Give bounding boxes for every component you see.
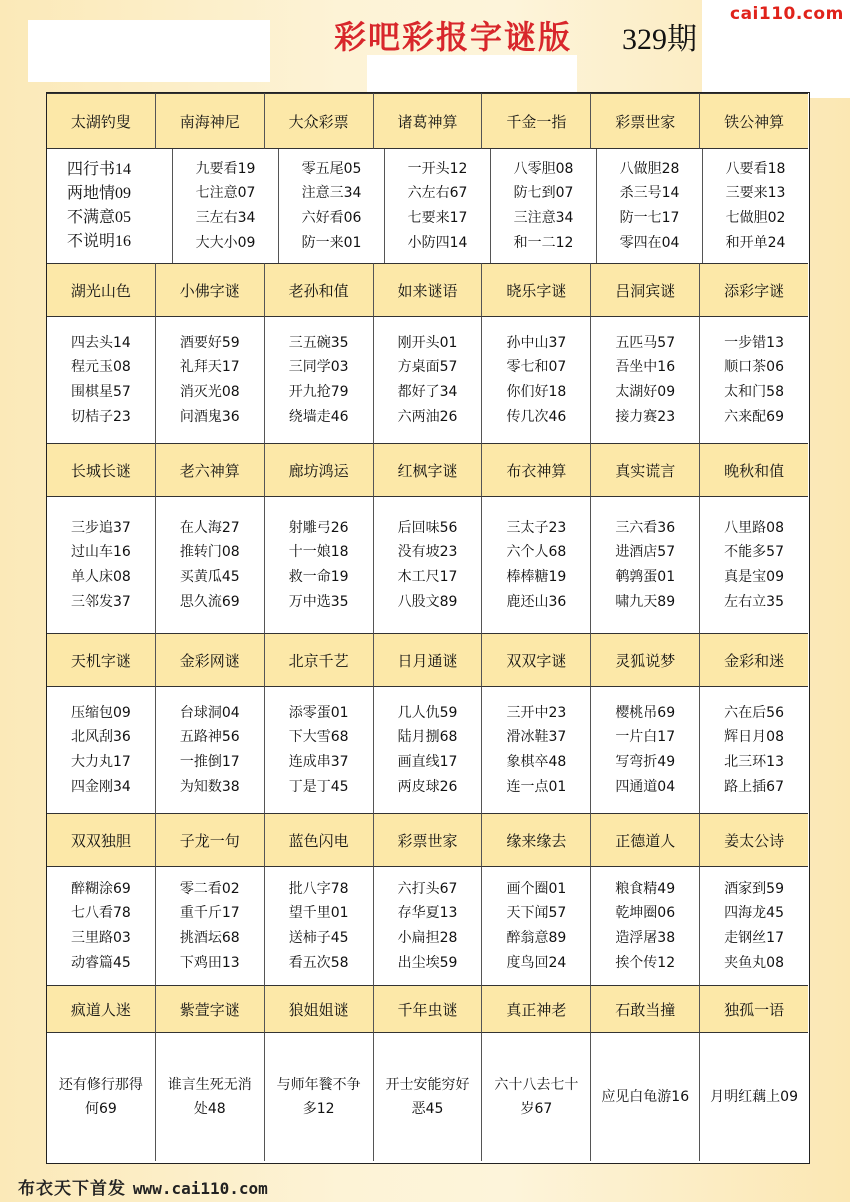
clue-line: 六在后56 <box>724 704 784 721</box>
clue-line: 三邻发37 <box>71 593 131 610</box>
clue-line: 小防四14 <box>407 234 468 251</box>
clue-line: 一开头12 <box>407 160 468 177</box>
column-header: 红枫字谜 <box>374 443 483 497</box>
clue-cell <box>265 317 374 443</box>
clue-line: 真是宝09 <box>724 569 784 585</box>
column-header: 金彩和迷 <box>700 633 808 687</box>
clue-line: 两皮球26 <box>397 778 458 795</box>
clue-cell <box>597 149 703 263</box>
clue-cell <box>374 687 483 813</box>
clue-line: 不能多57 <box>724 544 784 561</box>
clue-cell <box>173 149 279 263</box>
clue-cell <box>374 867 483 985</box>
clue-line: 你们好18 <box>506 384 567 400</box>
clue-cell <box>482 867 591 985</box>
clue-line: 应见白龟游16 <box>601 1089 690 1105</box>
clue-cell <box>265 687 374 813</box>
clue-line: 接力赛23 <box>615 408 676 425</box>
clue-line: 月明红藕上09 <box>710 1089 798 1105</box>
clue-cell <box>265 1033 374 1161</box>
clue-line: 顺口茶06 <box>724 359 784 376</box>
section-body-row <box>47 867 808 985</box>
column-header: 如来谜语 <box>374 263 483 317</box>
clue-line: 和一二12 <box>513 234 574 251</box>
column-header: 天机字谜 <box>47 633 156 687</box>
clue-line: 与师年餮不争多12 <box>276 1077 361 1117</box>
clue-cell <box>279 149 385 263</box>
clue-cell <box>700 317 808 443</box>
clue-line: 木工尺17 <box>397 569 458 585</box>
clue-line: 夹鱼丸08 <box>724 954 784 971</box>
clue-line: 出尘埃59 <box>397 954 458 971</box>
clue-line: 零二看02 <box>179 880 240 897</box>
clue-line: 进酒店57 <box>615 544 676 561</box>
clue-line: 杀三号14 <box>619 185 680 202</box>
puzzle-board <box>46 92 810 1164</box>
clue-line: 防一来01 <box>301 234 362 251</box>
clue-line: 八股文89 <box>397 593 458 610</box>
column-header: 千年虫谜 <box>374 985 483 1033</box>
clue-line: 太和门58 <box>724 384 784 400</box>
clue-line: 三左右34 <box>195 210 256 226</box>
clue-line: 万中选35 <box>288 593 349 610</box>
clue-line: 三注意34 <box>513 210 574 226</box>
clue-line: 象棋卒48 <box>506 754 567 770</box>
clue-line: 不满意05 <box>67 209 132 226</box>
clue-line: 重千斤17 <box>179 905 240 922</box>
clue-line: 十一娘18 <box>288 544 349 561</box>
clue-line: 送柿子45 <box>288 930 349 946</box>
clue-line: 棒棒糖19 <box>506 569 567 585</box>
clue-line: 零七和07 <box>506 359 567 376</box>
clue-line: 三六看36 <box>615 519 676 536</box>
clue-line: 醉翁意89 <box>506 930 567 946</box>
column-header: 彩票世家 <box>591 93 700 149</box>
clue-line: 七做胆02 <box>725 210 786 226</box>
clue-cell <box>374 317 483 443</box>
clue-cell <box>700 867 808 985</box>
clue-line: 三五碗35 <box>288 334 349 351</box>
clue-cell <box>265 867 374 985</box>
clue-cell <box>385 149 491 263</box>
clue-cell <box>47 149 173 263</box>
clue-line: 台球洞04 <box>179 704 240 721</box>
clue-line: 消灭光08 <box>179 384 240 400</box>
clue-cell <box>47 867 156 985</box>
column-header: 北京千艺 <box>265 633 374 687</box>
clue-line: 刚开头01 <box>397 334 458 351</box>
clue-line: 酒要好59 <box>179 334 240 351</box>
clue-cell <box>374 497 483 633</box>
clue-line: 零五尾05 <box>301 160 362 177</box>
clue-cell <box>156 497 265 633</box>
clue-line: 零四在04 <box>619 234 680 251</box>
column-header: 狼姐姐谜 <box>265 985 374 1033</box>
clue-line: 画直线17 <box>397 754 458 770</box>
clue-line: 三太子23 <box>506 519 567 536</box>
clue-line: 大力丸17 <box>71 754 131 770</box>
column-header: 正德道人 <box>591 813 700 867</box>
column-header: 日月通谜 <box>374 633 483 687</box>
clue-cell <box>47 1033 156 1161</box>
column-header: 灵狐说梦 <box>591 633 700 687</box>
clue-line: 压缩包09 <box>71 704 131 721</box>
clue-line: 连成串37 <box>288 754 349 770</box>
clue-line: 造浮屠38 <box>615 930 676 946</box>
column-header: 双双独胆 <box>47 813 156 867</box>
clue-line: 问酒鬼36 <box>179 408 240 425</box>
clue-line: 樱桃吊69 <box>615 704 676 721</box>
column-header: 诸葛神算 <box>374 93 483 149</box>
clue-line: 小扁担28 <box>397 930 458 946</box>
column-header: 太湖钓叟 <box>47 93 156 149</box>
clue-line: 五路神56 <box>179 729 240 746</box>
clue-line: 北风刮36 <box>71 729 131 746</box>
clue-line: 天下闻57 <box>506 905 567 922</box>
clue-line: 在人海27 <box>179 519 240 536</box>
clue-line: 下大雪68 <box>288 729 349 746</box>
column-header: 蓝色闪电 <box>265 813 374 867</box>
clue-cell <box>591 687 700 813</box>
section-header-row <box>47 633 808 687</box>
clue-line: 走钢丝17 <box>724 930 784 946</box>
clue-line: 开九抢79 <box>288 384 349 400</box>
clue-line: 还有修行那得何69 <box>58 1077 143 1117</box>
clue-line: 防七到07 <box>513 185 574 202</box>
footer-url[interactable]: www.cai110.com <box>132 1179 268 1198</box>
clue-line: 防一七17 <box>619 210 680 226</box>
clue-line: 酒家到59 <box>724 880 784 897</box>
clue-line: 四去头14 <box>71 334 131 351</box>
clue-line: 四通道04 <box>615 778 676 795</box>
clue-line: 八做胆28 <box>619 160 680 177</box>
footer-text: 布衣天下首发 <box>18 1179 126 1199</box>
clue-line: 四海龙45 <box>724 905 784 922</box>
site-logo[interactable]: cai110.com <box>730 4 844 24</box>
clue-cell <box>491 149 597 263</box>
clue-line: 大大小09 <box>195 234 256 251</box>
blank-box-left <box>28 20 270 82</box>
clue-cell <box>482 317 591 443</box>
clue-cell <box>265 497 374 633</box>
clue-line: 丁是丁45 <box>288 778 349 795</box>
clue-cell <box>47 497 156 633</box>
footer <box>18 1174 268 1199</box>
clue-line: 几人仇59 <box>397 704 458 721</box>
column-header: 小佛字谜 <box>156 263 265 317</box>
column-header: 老孙和值 <box>265 263 374 317</box>
clue-line: 六十八去七十岁67 <box>494 1077 579 1117</box>
column-header: 长城长谜 <box>47 443 156 497</box>
clue-line: 三里路03 <box>71 930 131 946</box>
section-header-row <box>47 93 808 149</box>
column-header: 子龙一句 <box>156 813 265 867</box>
column-header: 紫萱字谜 <box>156 985 265 1033</box>
clue-line: 六个人68 <box>506 544 567 561</box>
clue-line: 过山车16 <box>71 544 131 561</box>
clue-line: 鹌鹑蛋01 <box>615 569 676 585</box>
clue-cell <box>700 687 808 813</box>
clue-line: 一步错13 <box>724 334 784 351</box>
clue-line: 两地情09 <box>67 185 132 202</box>
clue-cell <box>482 1033 591 1161</box>
clue-line: 北三环13 <box>724 754 784 770</box>
clue-line: 鹿还山36 <box>506 593 567 610</box>
clue-line: 写弯折49 <box>615 754 676 770</box>
clue-line: 左右立35 <box>724 593 784 610</box>
column-header: 双双字谜 <box>482 633 591 687</box>
column-header: 南海神尼 <box>156 93 265 149</box>
clue-line: 程元玉08 <box>71 359 131 376</box>
column-header: 廊坊鸿运 <box>265 443 374 497</box>
clue-cell <box>591 867 700 985</box>
clue-line: 批八字78 <box>288 880 349 897</box>
section-header-row <box>47 813 808 867</box>
clue-line: 粮食精49 <box>615 880 676 897</box>
clue-line: 为知数38 <box>179 778 240 795</box>
clue-cell <box>47 687 156 813</box>
column-header: 真实谎言 <box>591 443 700 497</box>
clue-line: 和开单24 <box>725 234 786 251</box>
clue-cell <box>700 497 808 633</box>
clue-cell <box>700 1033 808 1161</box>
clue-line: 六左右67 <box>407 185 468 202</box>
clue-line: 辉日月08 <box>724 729 784 746</box>
clue-line: 九要看19 <box>195 160 256 177</box>
page-title: 彩吧彩报字谜版 <box>334 18 573 56</box>
column-header: 真正神老 <box>482 985 591 1033</box>
clue-cell <box>374 1033 483 1161</box>
clue-line: 陆月捌68 <box>397 729 458 746</box>
clue-line: 六打头67 <box>397 880 458 897</box>
clue-line: 七八看78 <box>71 905 131 922</box>
column-header: 缘来缘去 <box>482 813 591 867</box>
clue-cell <box>482 687 591 813</box>
clue-line: 没有坡23 <box>397 544 458 561</box>
column-header: 彩票世家 <box>374 813 483 867</box>
section-header-row <box>47 443 808 497</box>
column-header: 晓乐字谜 <box>482 263 591 317</box>
clue-cell <box>482 497 591 633</box>
clue-line: 路上插67 <box>724 778 784 795</box>
clue-line: 单人床08 <box>71 569 131 585</box>
column-header: 吕洞宾谜 <box>591 263 700 317</box>
column-header: 大众彩票 <box>265 93 374 149</box>
section-body-row <box>47 687 808 813</box>
clue-line: 添零蛋01 <box>288 704 349 721</box>
clue-line: 注意三34 <box>301 185 362 202</box>
clue-line: 挑酒坛68 <box>179 930 240 946</box>
clue-line: 四行书14 <box>67 161 132 178</box>
column-header: 金彩网谜 <box>156 633 265 687</box>
clue-line: 三要来13 <box>725 185 786 202</box>
column-header: 独孤一语 <box>700 985 808 1033</box>
clue-cell <box>703 149 808 263</box>
clue-cell <box>156 867 265 985</box>
clue-line: 八零胆08 <box>513 160 574 177</box>
clue-line: 绕墙走46 <box>288 408 349 425</box>
clue-line: 下鸡田13 <box>179 954 240 971</box>
clue-line: 后回味56 <box>397 519 458 536</box>
clue-line: 传几次46 <box>506 408 567 425</box>
clue-line: 滑冰鞋37 <box>506 729 567 746</box>
clue-line: 七注意07 <box>195 185 256 202</box>
clue-line: 推转门08 <box>179 544 240 561</box>
section-body-row <box>47 1033 808 1161</box>
clue-line: 开士安能穷好恶45 <box>385 1077 470 1117</box>
clue-line: 八要看18 <box>725 160 786 177</box>
clue-cell <box>156 317 265 443</box>
section-body-row <box>47 317 808 443</box>
clue-line: 买黄瓜45 <box>179 569 240 585</box>
column-header: 老六神算 <box>156 443 265 497</box>
clue-line: 射雕弓26 <box>288 519 349 536</box>
issue-number: 329期 <box>622 23 697 56</box>
clue-cell <box>591 317 700 443</box>
clue-line: 动睿篇45 <box>71 954 131 971</box>
clue-line: 乾坤圈06 <box>615 905 676 922</box>
clue-line: 五匹马57 <box>615 334 676 351</box>
clue-line: 画个圈01 <box>506 880 567 897</box>
section-body-row <box>47 149 808 263</box>
clue-line: 孙中山37 <box>506 334 567 351</box>
column-header: 布衣神算 <box>482 443 591 497</box>
column-header: 疯道人迷 <box>47 985 156 1033</box>
clue-line: 连一点01 <box>506 778 567 795</box>
column-header: 千金一指 <box>482 93 591 149</box>
clue-cell <box>47 317 156 443</box>
clue-line: 救一命19 <box>288 569 349 585</box>
clue-line: 看五次58 <box>288 954 349 971</box>
column-header: 石敢当撞 <box>591 985 700 1033</box>
clue-line: 不说明16 <box>67 233 132 250</box>
clue-line: 八里路08 <box>724 519 784 536</box>
clue-line: 六来配69 <box>724 408 784 425</box>
clue-line: 度鸟回24 <box>506 954 567 971</box>
clue-cell <box>156 687 265 813</box>
clue-line: 太湖好09 <box>615 384 676 400</box>
clue-line: 谁言生死无消处48 <box>167 1077 252 1117</box>
clue-line: 围棋星57 <box>71 384 131 400</box>
column-header: 铁公神算 <box>700 93 808 149</box>
section-body-row <box>47 497 808 633</box>
clue-line: 一片白17 <box>615 729 676 746</box>
clue-line: 一推倒17 <box>179 754 240 770</box>
clue-line: 望千里01 <box>288 905 349 922</box>
section-header-row <box>47 985 808 1033</box>
clue-cell <box>591 497 700 633</box>
clue-line: 思久流69 <box>179 593 240 610</box>
column-header: 姜太公诗 <box>700 813 808 867</box>
clue-line: 存华夏13 <box>397 905 458 922</box>
header-area <box>0 0 850 95</box>
clue-line: 三开中23 <box>506 704 567 721</box>
column-header: 添彩字谜 <box>700 263 808 317</box>
clue-line: 方桌面57 <box>397 359 458 376</box>
clue-line: 挨个传12 <box>615 954 676 971</box>
clue-line: 三同学03 <box>288 359 349 376</box>
clue-line: 三步追37 <box>71 519 131 536</box>
blank-box-middle <box>367 55 577 93</box>
clue-line: 醉糊涂69 <box>71 880 131 897</box>
clue-line: 啸九天89 <box>615 593 676 610</box>
clue-line: 六好看06 <box>301 210 362 226</box>
column-header: 湖光山色 <box>47 263 156 317</box>
section-header-row <box>47 263 808 317</box>
clue-line: 六两油26 <box>397 408 458 425</box>
clue-cell <box>156 1033 265 1161</box>
clue-line: 礼拜天17 <box>179 359 240 376</box>
clue-line: 吾坐中16 <box>615 359 676 376</box>
clue-cell <box>591 1033 700 1161</box>
clue-line: 七要来17 <box>407 210 468 226</box>
clue-line: 四金刚34 <box>71 778 131 795</box>
column-header: 晚秋和值 <box>700 443 808 497</box>
clue-line: 切桔子23 <box>71 408 131 425</box>
clue-line: 都好了34 <box>397 384 458 400</box>
